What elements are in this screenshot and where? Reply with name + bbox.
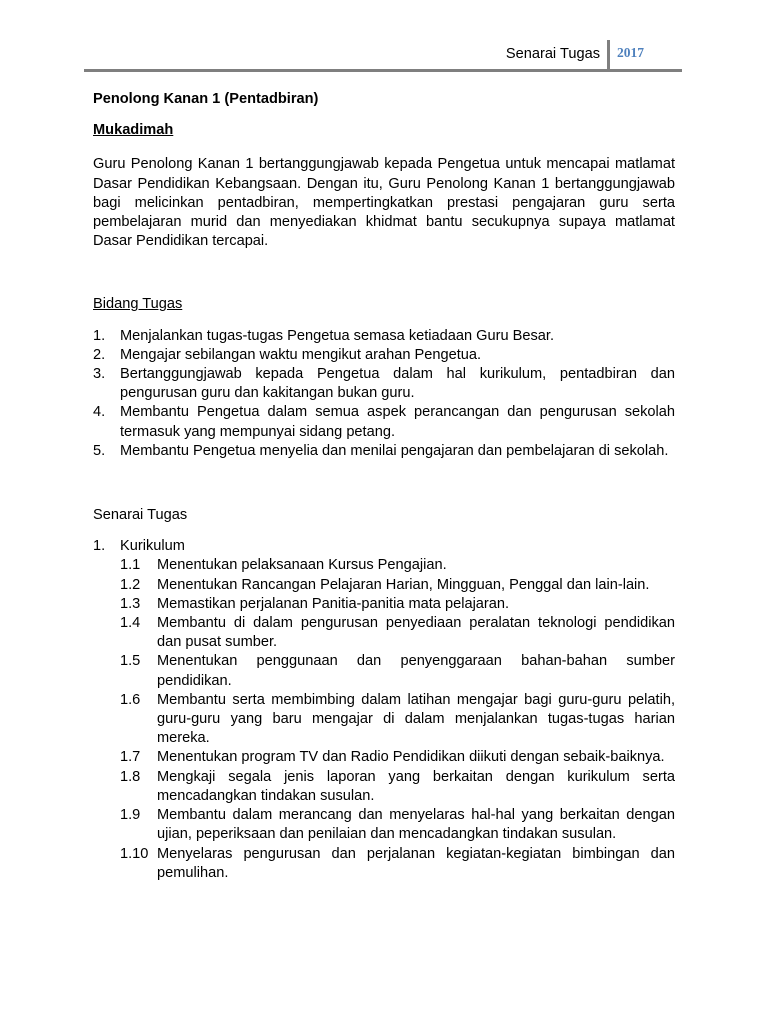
senarai-tugas-heading: Senarai Tugas xyxy=(93,507,188,524)
header-rule xyxy=(84,69,682,72)
sub-task-item xyxy=(120,595,675,614)
intro-heading: Mukadimah xyxy=(93,122,174,139)
sub-task-item xyxy=(120,691,675,749)
sub-task-item xyxy=(120,768,675,806)
category-item xyxy=(93,537,675,883)
list-item-number: 2. xyxy=(93,346,106,363)
list-item xyxy=(93,403,675,441)
document-body xyxy=(93,90,675,883)
list-item-number: 5. xyxy=(93,442,106,459)
sub-task-text: Membantu serta membimbing dalam latihan mengajar bagi guru-guru pelatih, guru-guru yang baru mengajar di dalam menjalankan tugas-tugas harian mereka. xyxy=(157,691,675,747)
list-item-text: Menjalankan tugas-tugas Pengetua semasa ketiadaan Guru Besar. xyxy=(120,327,555,344)
header-title: Senarai Tugas xyxy=(505,46,600,62)
intro-paragraph: Guru Penolong Kanan 1 bertanggungjawab kepada Pengetua untuk mencapai matlamat Dasar Pendidikan Kebangsaan. Dengan itu, Guru Penolong Kanan 1 bertanggungjawab bagi melicinkan pentadbiran, mempertingkatkan prestasi pengajaran guru serta pembelajaran murid dan menyediakan khidmat bantu secukupnya supaya matlamat Dasar Pendidikan tercapai. xyxy=(93,156,675,250)
sub-task-number: 1.3 xyxy=(120,595,141,612)
sub-task-number: 1.4 xyxy=(120,615,141,632)
sub-task-item xyxy=(120,652,675,690)
bidang-tugas-heading: Bidang Tugas xyxy=(93,296,183,313)
category-title: Kurikulum xyxy=(120,538,185,555)
list-item xyxy=(93,442,675,461)
list-item-number: 1. xyxy=(93,327,106,344)
header-year: 2017 xyxy=(617,45,644,60)
category-number: 1. xyxy=(93,538,106,555)
sub-task-item xyxy=(120,556,675,575)
sub-task-text: Menentukan penggunaan dan penyenggaraan bahan-bahan sumber pendidikan. xyxy=(157,653,675,689)
list-item-text: Membantu Pengetua dalam semua aspek perancangan dan pengurusan sekolah termasuk yang mempunyai sidang petang. xyxy=(120,404,675,440)
sub-task-number: 1.8 xyxy=(120,768,141,785)
sub-task-text: Memastikan perjalanan Panitia-panitia mata pelajaran. xyxy=(157,595,510,612)
bidang-tugas-list xyxy=(93,327,675,461)
list-item-text: Mengajar sebilangan waktu mengikut arahan Pengetua. xyxy=(120,346,482,363)
header-divider xyxy=(607,40,610,70)
sub-task-number: 1.5 xyxy=(120,653,141,670)
sub-task-list xyxy=(120,556,675,882)
sub-task-item xyxy=(120,806,675,844)
sub-task-text: Menentukan pelaksanaan Kursus Pengajian. xyxy=(157,557,447,574)
sub-task-number: 1.7 xyxy=(120,749,141,766)
list-item-text: Bertanggungjawab kepada Pengetua dalam hal kurikulum, pentadbiran dan pengurusan guru dan kakitangan bukan guru. xyxy=(120,366,675,402)
document-title: Penolong Kanan 1 (Pentadbiran) xyxy=(93,91,319,107)
senarai-tugas-list xyxy=(93,537,675,883)
sub-task-number: 1.2 xyxy=(120,576,141,593)
sub-task-text: Menentukan program TV dan Radio Pendidikan diikuti dengan sebaik-baiknya. xyxy=(157,749,665,766)
sub-task-text: Membantu di dalam pengurusan penyediaan peralatan teknologi pendidikan dan pusat sumber. xyxy=(157,615,675,651)
page-header xyxy=(84,40,682,70)
list-item-number: 3. xyxy=(93,366,106,383)
sub-task-item xyxy=(120,614,675,652)
list-item xyxy=(93,365,675,403)
sub-task-number: 1.1 xyxy=(120,557,141,574)
sub-task-text: Mengkaji segala jenis laporan yang berkaitan dengan kurikulum serta mencadangkan tindakan susulan. xyxy=(157,768,675,804)
sub-task-number: 1.6 xyxy=(120,691,141,708)
sub-task-text: Membantu dalam merancang dan menyelaras hal-hal yang berkaitan dengan ujian, peperiksaan dan penilaian dan mencadangkan tindakan susulan. xyxy=(157,807,675,843)
sub-task-text: Menyelaras pengurusan dan perjalanan kegiatan-kegiatan bimbingan dan pemulihan. xyxy=(157,845,675,881)
sub-task-item xyxy=(120,845,675,883)
list-item xyxy=(93,327,675,346)
sub-task-text: Menentukan Rancangan Pelajaran Harian, Mingguan, Penggal dan lain-lain. xyxy=(157,576,650,593)
sub-task-number: 1.9 xyxy=(120,807,141,824)
list-item-number: 4. xyxy=(93,404,106,421)
list-item-text: Membantu Pengetua menyelia dan menilai pengajaran dan pembelajaran di sekolah. xyxy=(120,442,669,459)
sub-task-item xyxy=(120,576,675,595)
sub-task-number: 1.10 xyxy=(120,845,149,862)
sub-task-item xyxy=(120,748,675,767)
list-item xyxy=(93,346,675,365)
